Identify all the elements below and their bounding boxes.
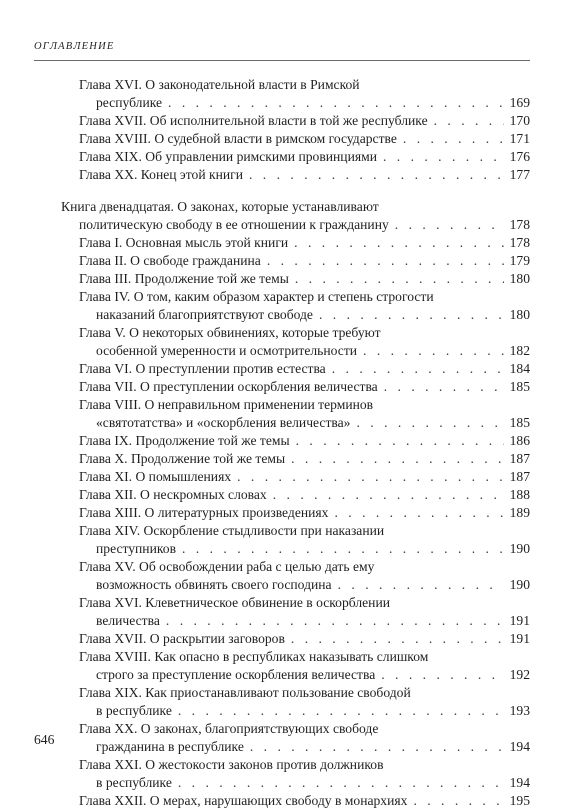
toc-chapter-entry[interactable] <box>0 360 564 378</box>
toc-entry-title: Книга двенадцатая. О законах, которые устанавливают <box>61 199 379 214</box>
toc-entry-line <box>0 612 564 630</box>
toc-page-number: 180 <box>509 271 530 286</box>
header-rule <box>34 60 530 61</box>
toc-chapter-entry[interactable] <box>0 130 564 148</box>
running-head: ОГЛАВЛЕНИЕ <box>34 41 115 52</box>
toc-entry-title: Глава XVIII. О судебной власти в римском государстве <box>79 131 397 146</box>
toc-entry-line <box>0 198 564 216</box>
toc-chapter-entry[interactable] <box>0 270 564 288</box>
toc-page-number: 185 <box>509 415 530 430</box>
dot-leader <box>332 360 504 378</box>
dot-leader <box>237 468 504 486</box>
toc-entry-title: Глава X. Продолжение той же темы <box>79 451 286 466</box>
toc-entry-line <box>0 648 564 666</box>
toc-chapter-entry[interactable] <box>0 594 564 630</box>
dot-leader <box>363 342 504 360</box>
toc-entry-line <box>0 774 564 792</box>
toc-entry-line <box>0 378 564 396</box>
toc-chapter-entry[interactable] <box>0 684 564 720</box>
toc-page-number: 191 <box>509 613 530 628</box>
dot-leader <box>178 702 504 720</box>
toc-entry-title: Глава XVII. О раскрытии заговоров <box>79 631 285 646</box>
toc-entry-line <box>0 450 564 468</box>
toc-entry-line <box>0 130 564 148</box>
toc-page-number: 178 <box>509 235 530 250</box>
toc-entry-line <box>0 792 564 810</box>
toc-chapter-entry[interactable] <box>0 756 564 792</box>
toc-entry-line <box>0 540 564 558</box>
toc-page-number: 190 <box>509 541 530 556</box>
toc-entry-title: Глава XVII. Об исполнительной власти в той же республике <box>79 113 428 128</box>
toc-entry-title: особенной умеренности и осмотрительности <box>96 343 358 358</box>
dot-leader <box>178 774 504 792</box>
toc-entry-title: величества <box>96 613 160 628</box>
toc-entry-title: политическую свободу в ее отношении к гражданину <box>79 217 389 232</box>
dot-leader <box>319 306 504 324</box>
toc-entry-title: Глава XVI. Клеветническое обвинение в оскорблении <box>79 595 390 610</box>
toc-entry-title: «святотатства» и «оскорбления величества» <box>96 415 351 430</box>
toc-entry-line <box>0 148 564 166</box>
toc-entry-line <box>0 630 564 648</box>
toc-entry-title: Глава IX. Продолжение той же темы <box>79 433 290 448</box>
toc-chapter-entry[interactable] <box>0 648 564 684</box>
toc-entry-line <box>0 234 564 252</box>
toc-page-number: 191 <box>509 631 530 646</box>
toc-entry-line <box>0 112 564 130</box>
toc-entry-line <box>0 468 564 486</box>
toc-entry-line <box>0 666 564 684</box>
toc-entry-title: республике <box>96 95 163 110</box>
toc-entry-title: Глава VIII. О неправильном применении терминов <box>79 397 374 412</box>
toc-page-number: 182 <box>509 343 530 358</box>
dot-leader <box>291 450 504 468</box>
toc-chapter-entry[interactable] <box>0 252 564 270</box>
toc-entry-line <box>0 288 564 306</box>
toc-entry-title: Глава V. О некоторых обвинениях, которые требуют <box>79 325 381 340</box>
dot-leader <box>403 130 504 148</box>
toc-entry-title: преступников <box>96 541 176 556</box>
toc-page-number: 194 <box>509 775 530 790</box>
dot-leader <box>182 540 504 558</box>
toc-chapter-entry[interactable] <box>0 432 564 450</box>
dot-leader <box>413 792 504 810</box>
toc-entry-line <box>0 166 564 184</box>
dot-leader <box>338 576 504 594</box>
toc-page-number: 170 <box>509 113 530 128</box>
toc-page-number: 188 <box>509 487 530 502</box>
toc-entry-line <box>0 396 564 414</box>
toc-page-number: 171 <box>509 131 530 146</box>
dot-leader <box>294 234 504 252</box>
toc-chapter-entry[interactable] <box>0 630 564 648</box>
toc-entry-line <box>0 432 564 450</box>
dot-leader <box>250 738 504 756</box>
toc-chapter-entry[interactable] <box>0 324 564 360</box>
dot-leader <box>273 486 504 504</box>
toc-entry-title: строго за преступление оскорбления величества <box>96 667 376 682</box>
section-gap <box>0 184 564 198</box>
dot-leader <box>166 612 504 630</box>
toc-chapter-entry[interactable] <box>0 76 564 112</box>
toc-entry-line <box>0 216 564 234</box>
toc-entry-title: Глава IV. О том, каким образом характер и степень строгости <box>79 289 434 304</box>
toc-entry-line <box>0 738 564 756</box>
toc-entry-line <box>0 306 564 324</box>
toc-entry-line <box>0 76 564 94</box>
toc-entry-title: Глава XIX. Об управлении римскими провинциями <box>79 149 377 164</box>
toc-entry-line <box>0 720 564 738</box>
toc-entry-title: наказаний благоприятствуют свободе <box>96 307 313 322</box>
toc-page-number: 193 <box>509 703 530 718</box>
toc-chapter-entry[interactable] <box>0 288 564 324</box>
dot-leader <box>168 94 504 112</box>
toc-entry-line <box>0 558 564 576</box>
toc-book-entry[interactable] <box>0 198 564 234</box>
toc-entry-title: Глава XIX. Как приостанавливают пользование свободой <box>79 685 411 700</box>
toc-entry-title: Глава VI. О преступлении против естества <box>79 361 326 376</box>
table-of-contents <box>0 76 564 810</box>
toc-entry-line <box>0 94 564 112</box>
toc-page-number: 169 <box>509 95 530 110</box>
toc-page-number: 180 <box>509 307 530 322</box>
dot-leader <box>295 270 504 288</box>
toc-chapter-entry[interactable] <box>0 468 564 486</box>
toc-entry-title: возможность обвинять своего господина <box>96 577 332 592</box>
toc-entry-title: гражданина в республике <box>96 739 244 754</box>
toc-entry-line <box>0 324 564 342</box>
toc-entry-title: Глава XI. О помышлениях <box>79 469 232 484</box>
toc-entry-line <box>0 702 564 720</box>
dot-leader <box>334 504 504 522</box>
toc-entry-line <box>0 504 564 522</box>
toc-chapter-entry[interactable] <box>0 396 564 432</box>
toc-entry-title: Глава XIV. Оскорбление стыдливости при наказании <box>79 523 385 538</box>
toc-page-number: 185 <box>509 379 530 394</box>
toc-chapter-entry[interactable] <box>0 378 564 396</box>
toc-entry-title: Глава XX. Конец этой книги <box>79 167 243 182</box>
toc-entry-title: Глава XVIII. Как опасно в республиках наказывать слишком <box>79 649 429 664</box>
toc-entry-line <box>0 360 564 378</box>
dot-leader <box>249 166 504 184</box>
toc-entry-line <box>0 486 564 504</box>
toc-page-number: 179 <box>509 253 530 268</box>
toc-chapter-entry[interactable] <box>0 504 564 522</box>
toc-page-number: 194 <box>509 739 530 754</box>
toc-chapter-entry[interactable] <box>0 558 564 594</box>
toc-entry-title: Глава XIII. О литературных произведениях <box>79 505 329 520</box>
toc-chapter-entry[interactable] <box>0 234 564 252</box>
toc-chapter-entry[interactable] <box>0 522 564 558</box>
dot-leader <box>356 414 504 432</box>
dot-leader <box>383 148 504 166</box>
dot-leader <box>384 378 504 396</box>
dot-leader <box>381 666 504 684</box>
toc-chapter-entry[interactable] <box>0 148 564 166</box>
page-number: 646 <box>34 732 55 747</box>
toc-entry-title: Глава I. Основная мысль этой книги <box>79 235 289 250</box>
toc-chapter-entry[interactable] <box>0 720 564 756</box>
toc-page-number: 189 <box>509 505 530 520</box>
toc-entry-title: в республике <box>96 703 172 718</box>
toc-entry-line <box>0 684 564 702</box>
toc-entry-line <box>0 756 564 774</box>
toc-entry-title: Глава XX. О законах, благоприятствующих свободе <box>79 721 379 736</box>
toc-page-number: 192 <box>509 667 530 682</box>
toc-entry-title: Глава XXII. О мерах, нарушающих свободу в монархиях <box>79 793 408 808</box>
toc-entry-line <box>0 576 564 594</box>
toc-page-number: 187 <box>509 469 530 484</box>
toc-entry-title: Глава VII. О преступлении оскорбления величества <box>79 379 378 394</box>
toc-entry-title: Глава XVI. О законодательной власти в Римской <box>79 77 360 92</box>
toc-page-number: 195 <box>509 793 530 808</box>
toc-entry-line <box>0 342 564 360</box>
toc-chapter-entry[interactable] <box>0 112 564 130</box>
toc-entry-line <box>0 252 564 270</box>
dot-leader <box>395 216 504 234</box>
toc-chapter-entry[interactable] <box>0 792 564 810</box>
toc-page-number: 176 <box>509 149 530 164</box>
dot-leader <box>267 252 504 270</box>
toc-page-number: 184 <box>509 361 530 376</box>
dot-leader <box>434 112 504 130</box>
toc-entry-title: Глава III. Продолжение той же темы <box>79 271 289 286</box>
toc-entry-line <box>0 414 564 432</box>
toc-chapter-entry[interactable] <box>0 450 564 468</box>
toc-entry-line <box>0 594 564 612</box>
toc-entry-title: Глава II. О свободе гражданина <box>79 253 261 268</box>
toc-page-number: 187 <box>509 451 530 466</box>
toc-entry-title: Глава XXI. О жестокости законов против должников <box>79 757 384 772</box>
dot-leader <box>291 630 504 648</box>
toc-page-number: 177 <box>509 167 530 182</box>
toc-entry-title: Глава XV. Об освобождении раба с целью дать ему <box>79 559 375 574</box>
toc-page-number: 178 <box>509 217 530 232</box>
toc-entry-title: в республике <box>96 775 172 790</box>
toc-page-number: 186 <box>509 433 530 448</box>
toc-chapter-entry[interactable] <box>0 166 564 184</box>
dot-leader <box>296 432 504 450</box>
toc-page-number: 190 <box>509 577 530 592</box>
toc-entry-line <box>0 270 564 288</box>
toc-entry-line <box>0 522 564 540</box>
toc-entry-title: Глава XII. О нескромных словах <box>79 487 267 502</box>
toc-chapter-entry[interactable] <box>0 486 564 504</box>
